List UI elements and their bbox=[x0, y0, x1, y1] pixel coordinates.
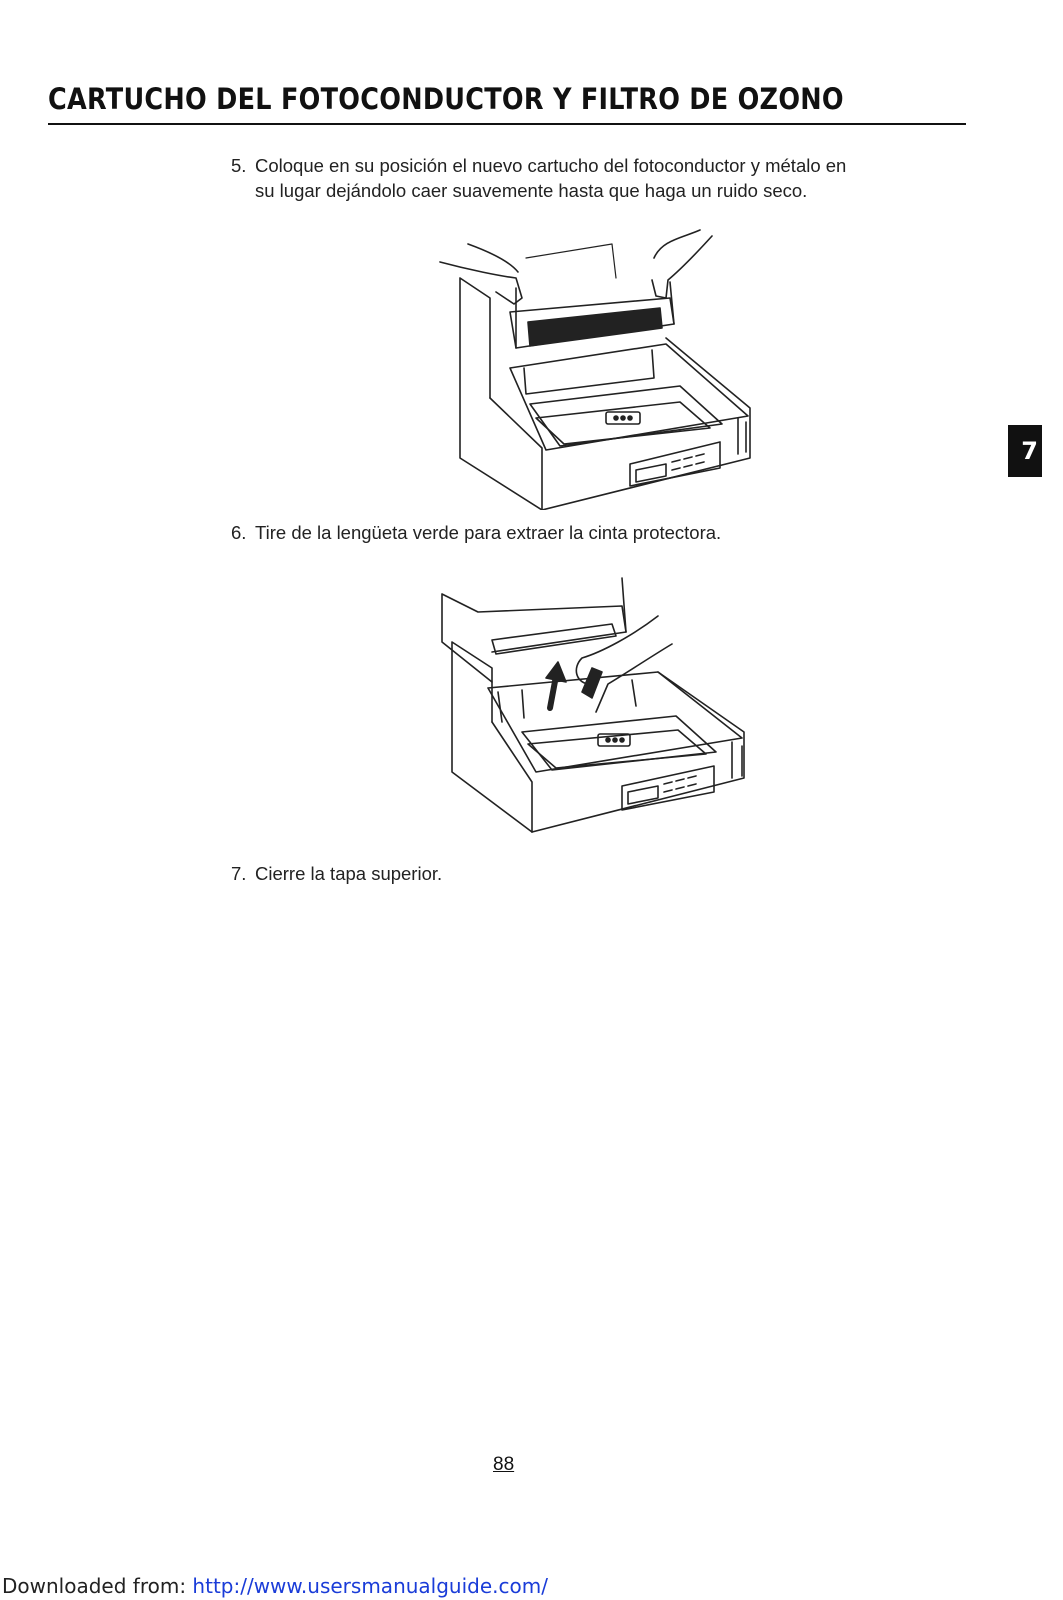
footer-prefix: Downloaded from: bbox=[2, 1574, 193, 1598]
step-5-number: 5. bbox=[231, 155, 247, 176]
step-6-line1: Tire de la lengüeta verde para extraer la cinta protectora. bbox=[255, 522, 722, 543]
step-7-number: 7. bbox=[231, 863, 247, 884]
step-6-number: 6. bbox=[231, 522, 247, 543]
footer bbox=[2, 1574, 548, 1598]
step-7 bbox=[231, 861, 442, 886]
page-title: CARTUCHO DEL FOTOCONDUCTOR Y FILTRO DE OZONO bbox=[48, 82, 844, 116]
footer-link[interactable]: http://www.usersmanualguide.com/ bbox=[192, 1574, 548, 1598]
title-underline bbox=[48, 123, 966, 125]
step-7-line1: Cierre la tapa superior. bbox=[255, 863, 443, 884]
page-number: 88 bbox=[493, 1454, 515, 1475]
step-5-line1: Coloque en su posición el nuevo cartucho del fotoconductor y métalo en bbox=[255, 155, 847, 176]
pull-tab-illustration bbox=[432, 572, 752, 840]
printer-hands-cartridge-icon bbox=[440, 230, 750, 510]
step-5 bbox=[231, 153, 846, 203]
step-5-line2: su lugar dejándolo caer suavemente hasta que haga un ruido seco. bbox=[255, 180, 808, 201]
cartridge-insertion-illustration bbox=[430, 218, 760, 510]
printer-pull-tab-arrow-icon bbox=[442, 578, 744, 832]
chapter-tab: 7 bbox=[1008, 425, 1042, 477]
step-6 bbox=[231, 520, 721, 545]
